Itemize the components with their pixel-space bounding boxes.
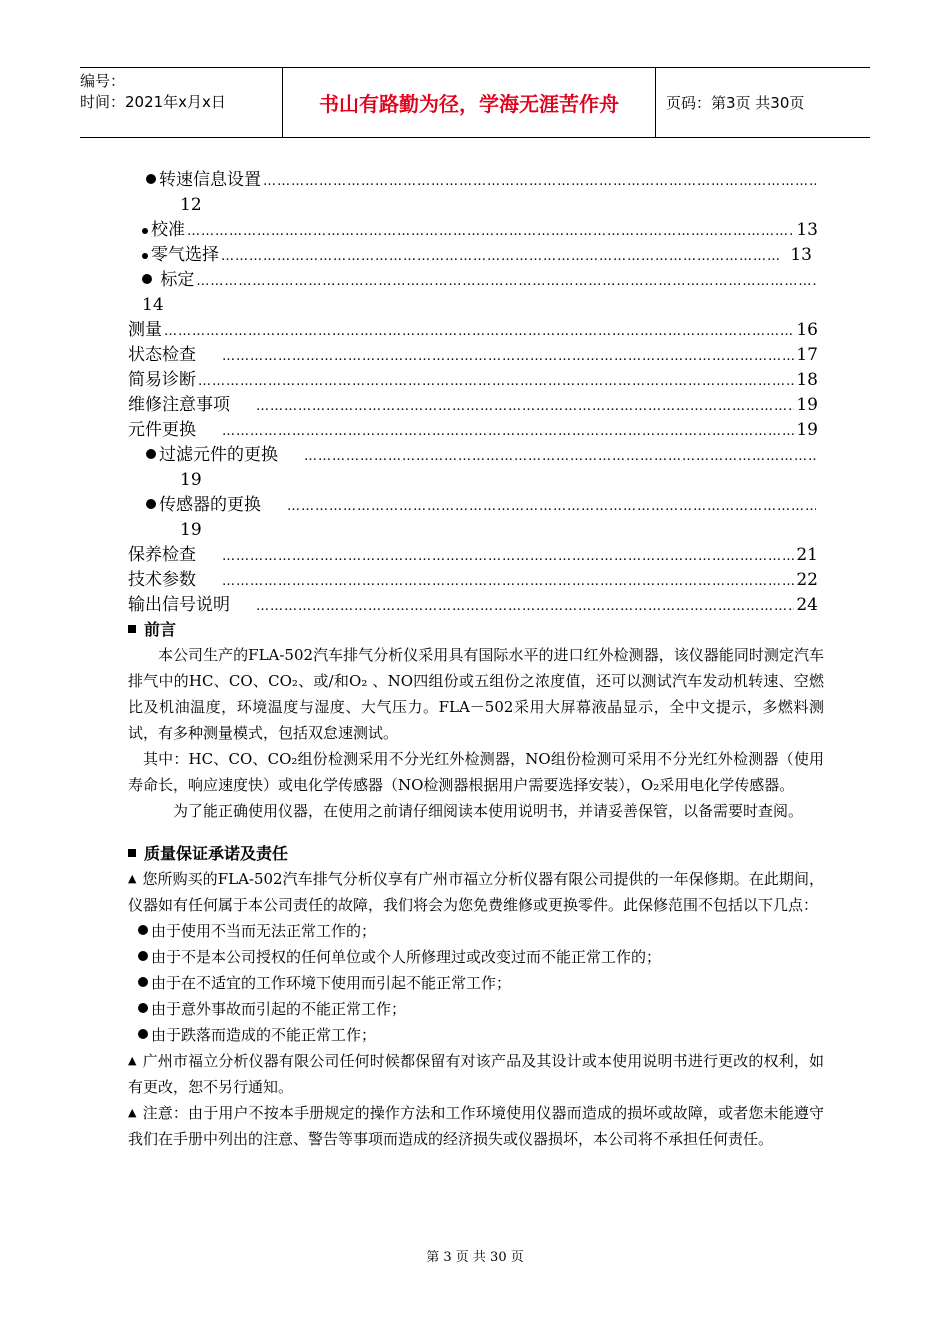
- preface-paragraph-3: 为了能正确使用仪器，在使用之前请仔细阅读本使用说明书，并请妥善保管，以备需要时查阅。: [173, 802, 804, 820]
- list-item: 由于跌落而造成的不能正常工作；: [128, 1022, 824, 1048]
- preface-paragraph-1: 本公司生产的FLA-502汽车排气分析仪采用具有国际水平的进口红外检测器，该仪器能同时测定汽车排气中的HC、CO、CO₂、或/和O₂ 、NO四组份或五组份之浓度值，还可以测试汽车发动机转速、空燃比及机油温度，环境温度与湿度、大气压力。FLA－502采用大屏幕液晶显示，全中文提示，多燃料测试，有多种测量模式，包括双怠速测试。: [128, 646, 824, 742]
- body-content: [128, 618, 824, 1152]
- toc-leader: [222, 569, 794, 594]
- toc-entry[interactable]: [128, 568, 818, 593]
- toc-leader: [222, 544, 794, 569]
- header-motto: 书山有路勤为径，学海无涯苦作舟: [282, 68, 656, 137]
- page-header: [80, 67, 870, 138]
- toc-leader: [304, 444, 816, 469]
- toc-label: 传感器的更换: [159, 495, 261, 515]
- toc-entry[interactable]: [128, 543, 818, 568]
- list-item: 由于使用不当而无法正常工作的；: [128, 918, 824, 944]
- triangle-icon: ▲: [128, 1054, 137, 1067]
- warranty-rights: ▲ 广州市福立分析仪器有限公司任何时候都保留有对该产品及其设计或本使用说明书进行更改的权利，如有更改，恕不另行通知。: [128, 1048, 824, 1100]
- bullet-icon: [138, 951, 148, 961]
- toc-label: 测量: [128, 320, 162, 340]
- bullet-icon: [138, 925, 148, 935]
- toc-entry[interactable]: [128, 243, 812, 268]
- table-of-contents: [128, 168, 818, 618]
- toc-label: 校准: [151, 220, 185, 240]
- toc-leader: [256, 594, 794, 619]
- bullet-icon: [138, 1003, 148, 1013]
- list-item: 由于不是本公司授权的任何单位或个人所修理过或改变过而不能正常工作的；: [128, 944, 824, 970]
- toc-entry[interactable]: [128, 493, 818, 518]
- bullet-icon: [138, 977, 148, 987]
- toc-page: 19: [796, 420, 818, 440]
- bullet-icon: [142, 253, 148, 259]
- toc-leader: [187, 219, 794, 244]
- preface-paragraph-2: 其中：HC、CO、CO₂组份检测采用不分光红外检测器，NO组份检测可采用不分光红外检测器（使用寿命长，响应速度快）或电化学传感器（NO检测器根据用户需要选择安装），O₂采用电化学传感器。: [128, 750, 824, 794]
- bullet-icon: [142, 228, 148, 234]
- toc-page: 13: [796, 220, 818, 240]
- toc-leader: [287, 494, 816, 519]
- toc-page: 19: [180, 470, 202, 490]
- toc-entry[interactable]: [128, 168, 818, 193]
- toc-page: 14: [142, 295, 164, 315]
- toc-page: 16: [796, 320, 818, 340]
- toc-page: 21: [796, 545, 818, 565]
- toc-label: 维修注意事项: [128, 395, 230, 415]
- header-meta: [80, 68, 280, 140]
- toc-page: 22: [796, 570, 818, 590]
- toc-leader: [222, 419, 794, 444]
- toc-entry[interactable]: [128, 593, 818, 618]
- toc-page: 12: [180, 195, 202, 215]
- warranty-intro: ▲ 您所购买的FLA-502汽车排气分析仪享有广州市福立分析仪器有限公司提供的一年保修期。在此期间，仪器如有任何属于本公司责任的故障，我们将会为您免费维修或更换零件。此保修范围不包括以下几点：: [128, 866, 824, 918]
- toc-label: 转速信息设置: [159, 170, 261, 190]
- triangle-icon: ▲: [128, 872, 137, 885]
- toc-label: 输出信号说明: [128, 595, 230, 615]
- toc-entry[interactable]: [128, 218, 818, 243]
- toc-label: 保养检查: [128, 545, 196, 565]
- toc-page: 19: [180, 520, 202, 540]
- square-bullet-icon: [128, 849, 136, 857]
- doc-number-label: 编号：: [80, 72, 126, 90]
- bullet-icon: [146, 499, 156, 509]
- toc-label: 简易诊断: [128, 370, 196, 390]
- toc-leader: [222, 344, 794, 369]
- toc-entry[interactable]: [128, 418, 818, 443]
- toc-entry[interactable]: [128, 443, 818, 468]
- toc-leader: [196, 269, 816, 294]
- toc-entry[interactable]: [128, 368, 818, 393]
- toc-page: 18: [796, 370, 818, 390]
- toc-leader: [263, 169, 816, 194]
- toc-label: 零气选择: [151, 245, 219, 265]
- toc-label: 元件更换: [128, 420, 196, 440]
- toc-label: 过滤元件的更换: [159, 445, 278, 465]
- toc-label: 标定: [160, 270, 195, 290]
- section-heading: 前言: [128, 618, 824, 642]
- list-item: 由于在不适宜的工作环境下使用而引起不能正常工作；: [128, 970, 824, 996]
- bullet-icon: [142, 274, 152, 284]
- toc-page: 17: [796, 345, 818, 365]
- toc-label: 状态检查: [128, 345, 196, 365]
- toc-entry[interactable]: [128, 268, 818, 293]
- toc-label: 技术参数: [128, 570, 196, 590]
- bullet-icon: [138, 1029, 148, 1039]
- time-label: 时间：2021年x月x日: [80, 93, 226, 111]
- bullet-icon: [146, 449, 156, 459]
- toc-leader: [221, 244, 780, 269]
- bullet-icon: [146, 174, 156, 184]
- square-bullet-icon: [128, 625, 136, 633]
- toc-page: 24: [796, 595, 818, 615]
- toc-leader: [198, 369, 794, 394]
- toc-page: 19: [796, 395, 818, 415]
- toc-entry[interactable]: [128, 343, 818, 368]
- toc-entry[interactable]: [128, 318, 818, 343]
- page-footer: 第 3 页 共 30 页: [426, 1250, 524, 1265]
- toc-leader: [256, 394, 794, 419]
- warranty-notice: ▲ 注意：由于用户不按本手册规定的操作方法和工作环境使用仪器而造成的损坏或故障，或者您未能遵守我们在手册中列出的注意、警告等事项而造成的经济损失或仪器损坏，本公司将不承担任何责任。: [128, 1100, 824, 1152]
- header-page-info: 页码：第3页 共30页: [666, 94, 805, 112]
- toc-page: 13: [790, 245, 812, 265]
- section-heading: 质量保证承诺及责任: [128, 842, 824, 866]
- triangle-icon: ▲: [128, 1106, 137, 1119]
- list-item: 由于意外事故而引起的不能正常工作；: [128, 996, 824, 1022]
- toc-entry[interactable]: [128, 393, 818, 418]
- toc-leader: [164, 319, 794, 344]
